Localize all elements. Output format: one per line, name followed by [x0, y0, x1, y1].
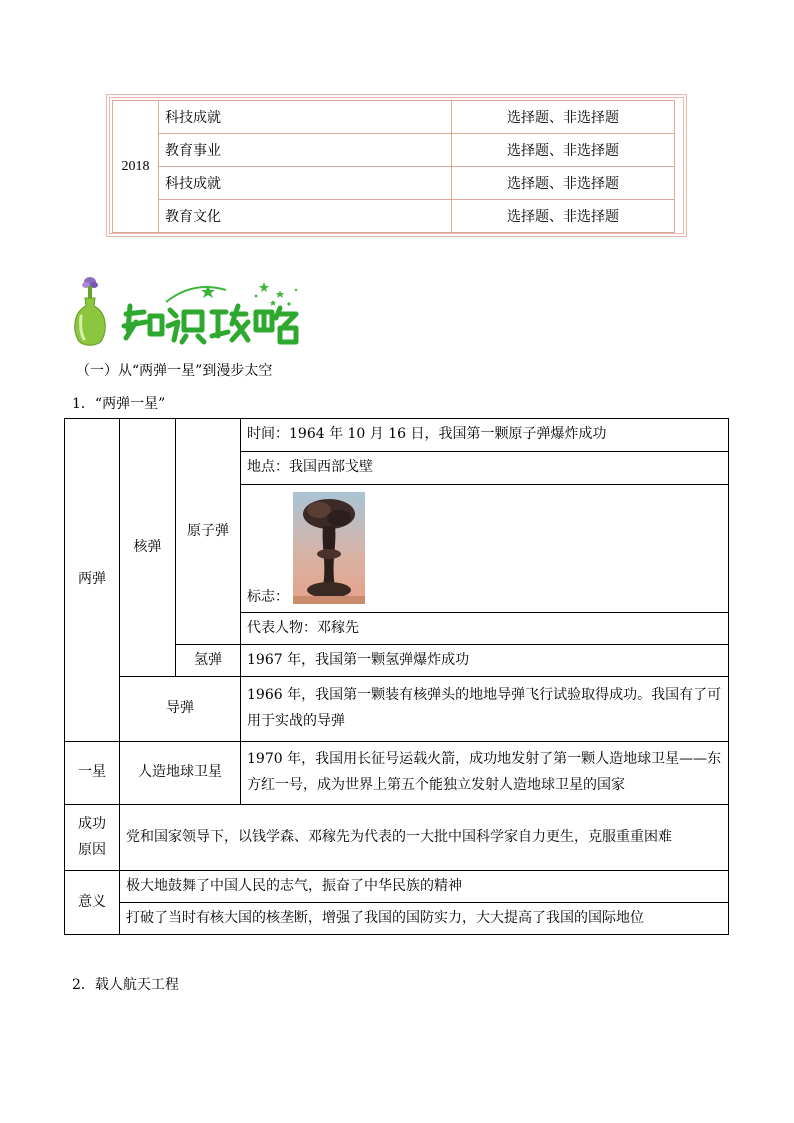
vase-icon	[75, 277, 106, 345]
table-row	[113, 134, 675, 167]
cell-yiyi-text-2: 打破了当时有核大国的核垄断，增强了我国的国防实力，大大提高了我国的国际地位	[119, 902, 729, 935]
cell-daodan-text: 1966 年，我国第一颗装有核弹头的地地导弹飞行试验取得成功。我国有了可用于实战的导弹	[240, 676, 729, 742]
mushroom-cloud-photo	[293, 492, 365, 604]
cell-time: 时间：1964 年 10 月 16 日，我国第一颗原子弹爆炸成功	[240, 418, 729, 452]
cell-yuanzidan: 原子弹	[175, 418, 241, 645]
cell-liangdan: 两弹	[64, 418, 120, 742]
topic-cell: 教育文化	[159, 200, 452, 233]
title-art-strokes	[124, 306, 296, 342]
topic-cell: 教育事业	[159, 134, 452, 167]
cell-daodan: 导弹	[119, 676, 241, 742]
mark-label: 标志：	[247, 589, 289, 606]
question-type-cell: 选择题、非选择题	[452, 134, 675, 167]
year-cell: 2018	[113, 101, 159, 233]
subsection-title-manned-spaceflight: 2．载人航天工程	[72, 977, 179, 993]
cell-qingdan-text: 1967 年，我国第一颗氢弹爆炸成功	[240, 644, 729, 677]
cell-hedan: 核弹	[119, 418, 176, 677]
question-type-cell: 选择题、非选择题	[452, 101, 675, 134]
star-icon	[201, 282, 297, 306]
section-title: （一）从“两弹一星”到漫步太空	[76, 363, 273, 379]
cell-place: 地点：我国西部戈壁	[240, 451, 729, 485]
cell-qingdan: 氢弹	[175, 644, 241, 677]
knowledge-strategy-heading-art	[66, 276, 306, 352]
exam-topic-table	[112, 100, 675, 233]
cell-person: 代表人物：邓稼先	[240, 612, 729, 645]
cell-chenggong-text: 党和国家领导下，以钱学森、邓稼先为代表的一大批中国科学家自力更生，克服重重困难	[119, 804, 729, 871]
table-row	[113, 200, 675, 233]
cell-chenggong: 成功原因	[64, 804, 120, 871]
cell-yiyi-text-1: 极大地鼓舞了中国人民的志气，振奋了中华民族的精神	[119, 870, 729, 903]
topic-cell: 科技成就	[159, 167, 452, 200]
table-row	[113, 101, 675, 134]
question-type-cell: 选择题、非选择题	[452, 167, 675, 200]
cell-weixing: 人造地球卫星	[119, 741, 241, 805]
subsection-title-two-bombs-one-satellite: 1．“两弹一星”	[72, 396, 166, 412]
table-row	[113, 167, 675, 200]
cell-mark	[240, 484, 729, 613]
cell-yiyi: 意义	[64, 870, 120, 935]
cell-yixing: 一星	[64, 741, 120, 805]
topic-cell: 科技成就	[159, 101, 452, 134]
question-type-cell: 选择题、非选择题	[452, 200, 675, 233]
cell-weixing-text: 1970 年，我国用长征号运载火箭，成功地发射了第一颗人造地球卫星——东方红一号，成为世界上第五个能独立发射人造地球卫星的国家	[240, 741, 729, 805]
